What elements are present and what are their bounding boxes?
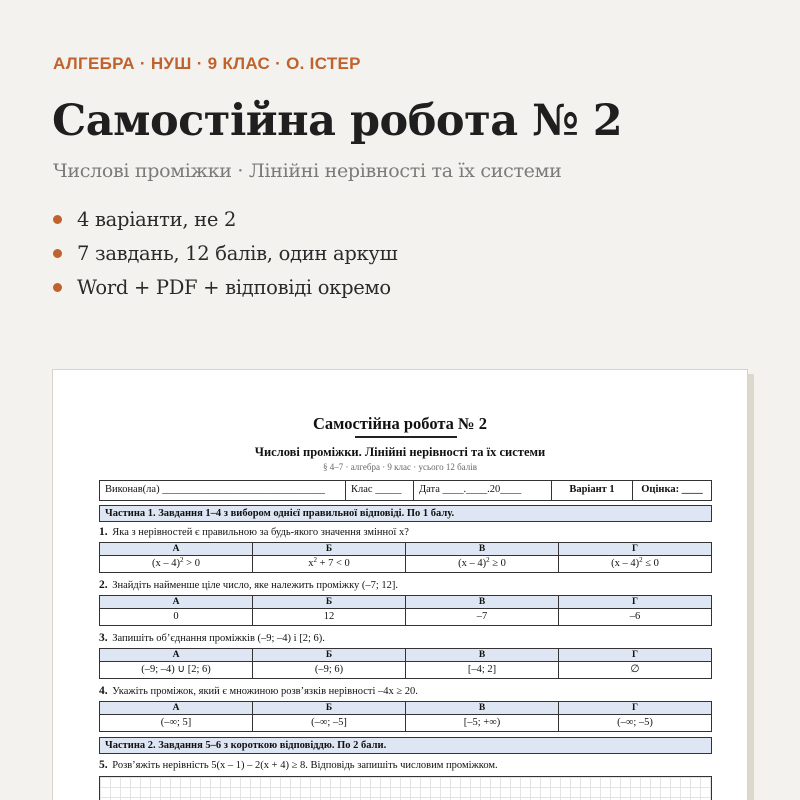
variant-label: Варіант 1	[552, 481, 633, 500]
subject-kicker: АЛГЕБРА · НУШ · 9 КЛАС · О. ІСТЕР	[53, 54, 361, 73]
option-letter: В	[406, 649, 559, 662]
option-letter: Б	[253, 702, 406, 715]
option-letter: А	[100, 543, 253, 556]
option-cell: ∅	[559, 662, 712, 679]
part-2-header: Частина 2. Завдання 5–6 з короткою відповіддю. По 2 бали.	[99, 737, 712, 754]
option-letter: А	[100, 596, 253, 609]
answer-grid	[99, 776, 712, 800]
sheet-meta: § 4–7 · алгебра · 9 клас · усього 12 балів	[322, 462, 477, 472]
option-cell: $x^2 + 7 < 0$	[253, 556, 406, 573]
option-letter: Г	[559, 702, 712, 715]
question-3: 3. Запишіть об’єднання проміжків (–9; –4) і [2; 6).	[99, 632, 325, 644]
sheet-subtitle: Числові проміжки. Лінійні нерівності та їх системи	[254, 445, 546, 459]
option-cell: –7	[406, 609, 559, 626]
grade-field: Оцінка: ____	[641, 484, 703, 495]
option-letter: А	[100, 649, 253, 662]
name-field: Виконав(ла) _______________________________	[100, 481, 346, 500]
question-1: 1. Яка з нерівностей є правильною за будь-якого значення змінної x?	[99, 526, 409, 538]
class-field: Клас _____	[346, 481, 414, 500]
option-cell: (x – 4)$^2$ ≥ 0	[406, 556, 559, 573]
worksheet-preview	[52, 369, 748, 800]
option-letter: Б	[253, 596, 406, 609]
part-1-header: Частина 1. Завдання 1–4 з вибором однієї правильної відповіді. По 1 балу.	[99, 505, 712, 522]
question-4: 4. Укажіть проміжок, який є множиною розв’язків нерівності –4x ≥ 20.	[99, 685, 418, 697]
option-letter: А	[100, 702, 253, 715]
title-underline	[355, 436, 457, 438]
bullet-dot-icon	[53, 283, 62, 292]
option-cell: [–5; +∞)	[406, 715, 559, 732]
bullet-dot-icon	[53, 215, 62, 224]
option-letter: В	[406, 702, 559, 715]
options-table-q4	[99, 701, 712, 732]
option-cell: [–4; 2]	[406, 662, 559, 679]
bullet-dot-icon	[53, 249, 62, 258]
option-cell: (–∞; –5)	[559, 715, 712, 732]
feature-item: 4 варіанти, не 2	[53, 202, 397, 236]
question-2: 2. Знайдіть найменше ціле число, яке належить проміжку (–7; 12].	[99, 579, 399, 591]
option-cell: (x – 4)$^2$ > 0	[100, 556, 253, 573]
options-table-q2	[99, 595, 712, 626]
option-letter: В	[406, 596, 559, 609]
option-cell: (–∞; 5]	[100, 715, 253, 732]
question-5: 5. Розв’яжіть нерівність 5(x – 1) – 2(x + 4) ≥ 8. Відповідь запишіть числовим проміжком.	[99, 759, 498, 771]
feature-item: Word + PDF + відповіді окремо	[53, 270, 397, 304]
option-cell: 0	[100, 609, 253, 626]
student-info-bar	[99, 480, 712, 501]
option-letter: Г	[559, 596, 712, 609]
options-table-q3	[99, 648, 712, 679]
page-subtitle: Числові проміжки · Лінійні нерівності та їх системи	[53, 160, 562, 182]
option-cell: (–∞; –5]	[253, 715, 406, 732]
feature-item: 7 завдань, 12 балів, один аркуш	[53, 236, 397, 270]
option-letter: В	[406, 543, 559, 556]
option-letter: Б	[253, 543, 406, 556]
options-table-q1	[99, 542, 712, 573]
option-letter: Б	[253, 649, 406, 662]
page-title: Самостійна робота № 2	[52, 96, 623, 146]
option-letter: Г	[559, 543, 712, 556]
option-cell: (–9; –4) ∪ [2; 6)	[100, 662, 253, 679]
option-cell: (x – 4)$^2$ ≤ 0	[559, 556, 712, 573]
feature-list	[53, 202, 397, 304]
sheet-title: Самостійна робота № 2	[313, 414, 487, 433]
option-cell: –6	[559, 609, 712, 626]
date-field: Дата ____.____.20____	[414, 481, 552, 500]
option-letter: Г	[559, 649, 712, 662]
option-cell: 12	[253, 609, 406, 626]
option-cell: (–9; 6)	[253, 662, 406, 679]
